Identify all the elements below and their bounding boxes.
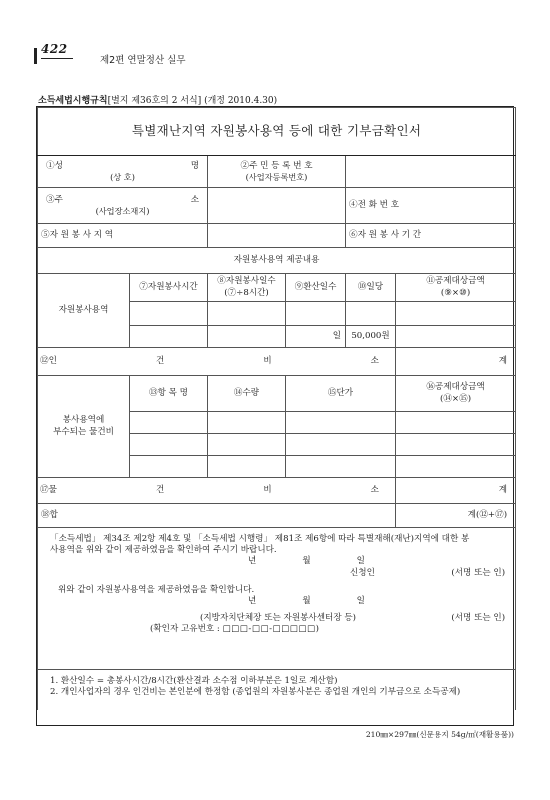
phone-label: ④전 화 번 호 — [349, 199, 399, 210]
goods-row3-qty[interactable] — [208, 456, 286, 478]
service-rate-value[interactable] — [346, 302, 396, 326]
service-deduct-header — [396, 274, 516, 302]
address-label-b: 소 — [190, 194, 199, 205]
service-deduct-line2: (⑨×⑩) — [440, 287, 471, 298]
personnel-subtotal-end: 계 — [396, 348, 516, 376]
page-number: 422 — [41, 42, 68, 56]
service-row-label: 자원봉사용역 — [38, 274, 130, 348]
service-days-line1: ⑧자원봉사일수 — [217, 276, 276, 287]
personnel-label-3: 비 — [263, 355, 272, 366]
paper-size-note: 210㎜×297㎜(신문용지 54g/㎡(재활용품)) — [365, 730, 514, 739]
footnotes-block — [38, 670, 516, 710]
donation-confirmation-form — [36, 106, 514, 726]
service-deduct-line1: ⑪공제대상금액 — [426, 276, 485, 287]
region-label: ⑤자 원 봉 사 지 역 — [41, 229, 114, 240]
footnote-1: 1. 환산일수 = 총봉사시간/8시간(환산결과 소수점 이하부분은 1일로 계산함) — [50, 676, 338, 686]
service-unit-day: 일 — [286, 326, 346, 348]
confirm-date-month: 월 — [302, 595, 311, 606]
name-label-a: ①성 — [46, 160, 63, 171]
personnel-label-2: 건 — [155, 355, 165, 366]
goods-deduct-line1: ⑯공제대상금액 — [426, 382, 485, 393]
confirmer-id-label: (확인자 고유번호 : — [150, 624, 220, 635]
region-value-cell[interactable] — [208, 224, 346, 248]
service-convdays-value[interactable] — [286, 302, 346, 326]
rrn-label-cell — [208, 156, 346, 188]
goods-row1-item[interactable] — [130, 412, 208, 434]
page-header-bar — [34, 48, 37, 64]
address-value-cell[interactable] — [208, 188, 346, 224]
address-sub-label: (사업장소재지) — [95, 205, 150, 216]
declaration-block — [38, 528, 516, 670]
applicant-label: 신청인 — [350, 567, 375, 578]
phone-label-cell — [346, 188, 516, 224]
goods-deduct-header — [396, 376, 516, 412]
goods-total-label-1: ⑰물 — [40, 484, 57, 495]
service-days-line2: (⑦÷8시간) — [224, 287, 269, 298]
goods-label-line2: 부수되는 물건비 — [53, 426, 114, 437]
period-label-cell — [346, 224, 516, 248]
form-title: 특별재난지역 자원봉사용역 등에 대한 기부금확인서 — [38, 108, 516, 156]
confirm-date-day: 일 — [356, 595, 365, 606]
personnel-label-4: 소 — [370, 355, 379, 366]
confirm-text: 위와 같이 자원봉사용역을 제공하였음을 확인합니다. — [58, 584, 255, 595]
goods-row3-item[interactable] — [130, 456, 208, 478]
declaration-para-line1: 「소득세법」 제34조 제2항 제4호 및 「소득세법 시행령」 제81조 제6항에 따라 특별재해(재난)지역에 대한 봉 — [50, 534, 470, 544]
region-label-cell — [38, 224, 208, 248]
authority-label: (지방자치단체장 또는 자원봉사센터장 등) — [200, 613, 357, 624]
name-label-cell — [38, 156, 208, 188]
goods-label-line1: 봉사용역에 — [62, 415, 105, 426]
applicant-sign-note[interactable]: (서명 또는 인) — [451, 567, 506, 578]
goods-total-label-3: 비 — [263, 484, 272, 495]
date-month: 월 — [302, 556, 311, 567]
date-day: 일 — [356, 556, 365, 567]
name-label-b: 명 — [190, 160, 199, 171]
goods-row3-deduct[interactable] — [396, 456, 516, 478]
goods-row3-price[interactable] — [286, 456, 396, 478]
form-reference — [38, 93, 277, 106]
goods-row2-qty[interactable] — [208, 434, 286, 456]
confirmer-id-boxes[interactable]: □□□-□□-□□□□□) — [222, 624, 320, 635]
name-sub-label: (상 호) — [110, 171, 135, 182]
period-label: ⑥자 원 봉 사 기 간 — [349, 229, 422, 240]
service-blank-1 — [130, 326, 208, 348]
service-hours-value[interactable] — [130, 302, 208, 326]
confirm-date-year: 년 — [248, 595, 257, 606]
service-convdays-header: ⑨환산일수 — [286, 274, 346, 302]
goods-row1-price[interactable] — [286, 412, 396, 434]
address-label-cell — [38, 188, 208, 224]
goods-price-header: ⑮단가 — [286, 376, 396, 412]
confirmer-id-line — [50, 624, 505, 635]
chapter-title: 제2편 연말정산 실무 — [100, 55, 186, 66]
grand-total-label: ⑱합 — [38, 504, 396, 528]
form-table — [37, 107, 516, 710]
authority-sign-note[interactable]: (서명 또는 인) — [451, 613, 506, 624]
footnote-2: 2. 개인사업자의 경우 인건비는 본인분에 한정함 (종업원의 자원봉사분은 종업원 개인의 기부금으로 소득공제) — [50, 687, 461, 698]
service-days-value[interactable] — [208, 302, 286, 326]
grand-total-value: 계(⑫+⑰) — [396, 504, 516, 528]
service-blank-2 — [208, 326, 286, 348]
form-law: 소득세법시행규칙 — [38, 96, 108, 106]
form-detail: [별지 제36호의 2 서식] (개정 2010.4.30) — [107, 96, 278, 106]
service-blank-3 — [396, 326, 516, 348]
page-header — [34, 40, 214, 68]
goods-row2-deduct[interactable] — [396, 434, 516, 456]
goods-subtotal-label — [38, 478, 396, 504]
goods-row2-item[interactable] — [130, 434, 208, 456]
rrn-sub-label: (사업자등록번호) — [245, 171, 308, 182]
date-year: 년 — [248, 556, 257, 567]
service-rate-header: ⑩일당 — [346, 274, 396, 302]
page-number-underline — [41, 58, 73, 59]
personnel-label-1: ⑫인 — [40, 355, 57, 366]
service-days-header — [208, 274, 286, 302]
goods-total-label-2: 건 — [155, 484, 165, 495]
rrn-value-cell[interactable] — [346, 156, 516, 188]
goods-deduct-line2: (⑭×⑮) — [439, 393, 472, 404]
goods-row-label — [38, 376, 130, 478]
declaration-para-line2: 사용역을 위와 같이 제공하였음을 확인하여 주시기 바랍니다. — [50, 545, 277, 556]
service-rate-amount: 50,000원 — [346, 326, 396, 348]
applicant-line — [50, 568, 505, 579]
goods-row1-deduct[interactable] — [396, 412, 516, 434]
service-deduct-value[interactable] — [396, 302, 516, 326]
goods-row1-qty[interactable] — [208, 412, 286, 434]
rrn-label: ②주 민 등 록 번 호 — [240, 160, 313, 171]
authority-line — [50, 613, 505, 624]
goods-total-label-4: 소 — [370, 484, 379, 495]
declaration-date — [50, 556, 505, 567]
goods-qty-header: ⑭수량 — [208, 376, 286, 412]
confirm-date — [50, 596, 505, 607]
service-section-title: 자원봉사용역 제공내용 — [38, 248, 516, 274]
personnel-subtotal-label — [38, 348, 396, 376]
address-label-a: ③주 — [46, 194, 63, 205]
goods-row2-price[interactable] — [286, 434, 396, 456]
goods-subtotal-end: 계 — [396, 478, 516, 504]
goods-item-header: ⑬항 목 명 — [130, 376, 208, 412]
service-hours-header: ⑦자원봉사시간 — [130, 274, 208, 302]
